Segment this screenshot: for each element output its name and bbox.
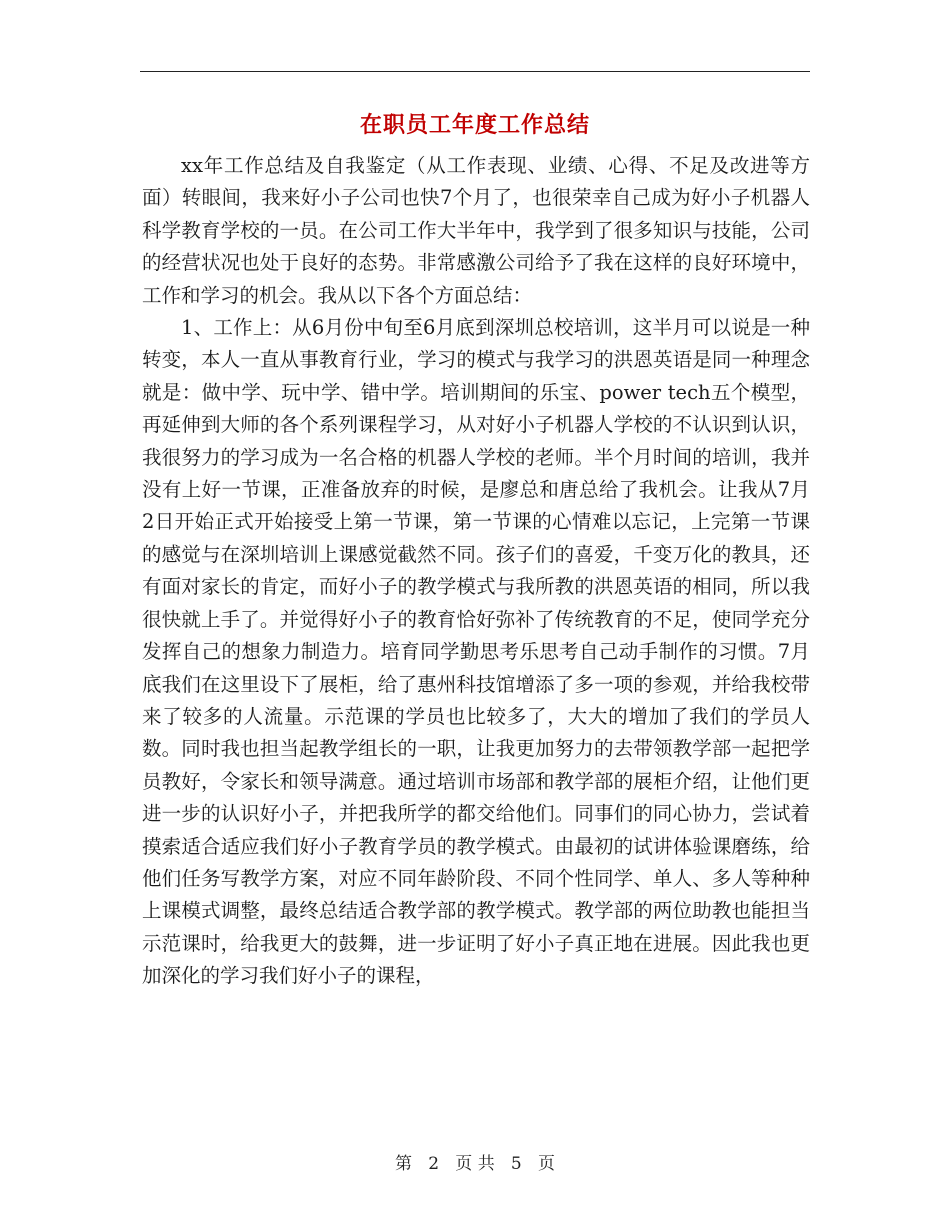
paragraph-work: 1、工作上：从6月份中旬至6月底到深圳总校培训，这半月可以说是一种转变，本人一直从事教育行业，学习的模式与我学习的洪恩英语是同一种理念就是：做中学、玩中学、错中学。培训期间的乐宝、power tech五个模型，再延伸到大师的各个系列课程学习，从对好小子机器人学校的不认识到认识，我很努力的学习成为一名合格的机器人学校的老师。半个月时间的培训，我并没有上好一节课，正准备放弃的时候，是廖总和唐总给了我机会。让我从7月2日开始正式开始接受上第一节课，第一节课的心情难以忘记，上完第一节课的感觉与在深圳培训上课感觉截然不同。孩子们的喜爱，千变万化的教具，还有面对家长的肯定，而好小子的教学模式与我所教的洪恩英语的相同，所以我很快就上手了。并觉得好小子的教育恰好弥补了传统教育的不足，使同学充分发挥自己的想象力制造力。培育同学勤思考乐思考自己动手制作的习惯。7月底我们在这里设下了展柜，给了惠州科技馆增添了多一项的参观，并给我校带来了较多的人流量。示范课的学员也比较多了，大大的增加了我们的学员人数。同时我也担当起教学组长的一职，让我更加努力的去带领教学部一起把学员教好，令家长和领导满意。通过培训市场部和教学部的展柜介绍，让他们更进一步的认识好小子，并把我所学的都交给他们。同事们的同心协力，尝试着摸索适合适应我们好小子教育学员的教学模式。由最初的试讲体验课磨练，给他们任务写教学方案，对应不同年龄阶段、不同个性同学、单人、多人等种种上课模式调整，最终总结适合教学部的教学模式。教学部的两位助教也能担当示范课时，给我更大的鼓舞，进一步证明了好小子真正地在进展。因此我也更加深化的学习我们好小子的课程，	[142, 316, 810, 988]
paragraph-intro: xx年工作总结及自我鉴定（从工作表现、业绩、心得、不足及改进等方面）转眼间，我来好小子公司也快7个月了，也很荣幸自己成为好小子机器人科学教育学校的一员。在公司工作大半年中，我学到了很多知识与技能，公司的经营状况也处于良好的态势。非常感激公司给予了我在这样的良好环境中，工作和学习的机会。我从以下各个方面总结：	[142, 154, 810, 307]
page-footer	[0, 1152, 950, 1176]
document-body	[142, 150, 810, 993]
document-title: 在职员工年度工作总结	[359, 112, 590, 138]
page-label-prefix: 第	[395, 1154, 413, 1174]
page-label-middle: 页 共	[455, 1154, 495, 1174]
page-label-suffix: 页	[537, 1154, 555, 1174]
header-rule	[140, 71, 810, 72]
page-number-total: 5	[510, 1154, 522, 1174]
page-number-current: 2	[428, 1154, 440, 1174]
